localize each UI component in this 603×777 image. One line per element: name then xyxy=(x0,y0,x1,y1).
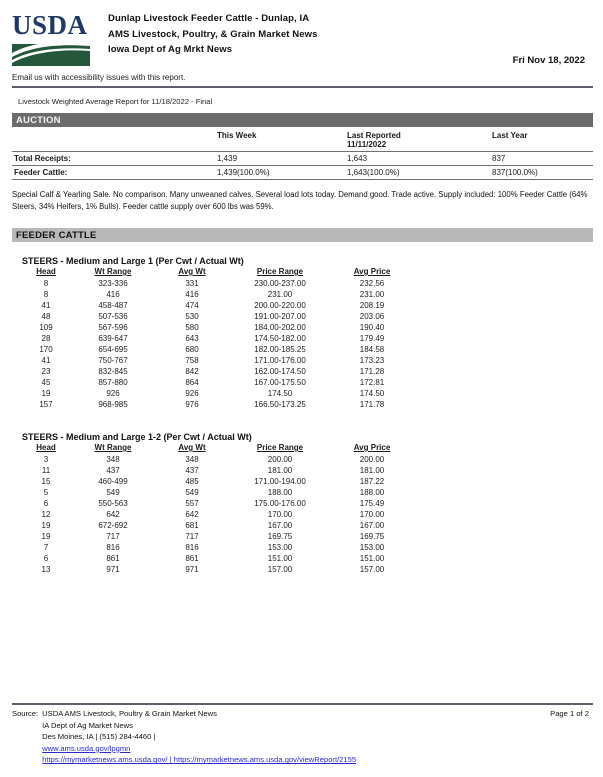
col-price-range: Price Range xyxy=(256,267,304,276)
footer-divider xyxy=(12,703,593,705)
cell-price-range: 153.00 xyxy=(267,543,293,552)
steers-ml1-table xyxy=(22,267,412,410)
steers-ml12-body xyxy=(22,454,412,575)
table-row xyxy=(22,498,412,509)
cell-price-range: 230.00-237.00 xyxy=(254,279,306,288)
steers-ml1-body xyxy=(22,278,412,410)
cell-wt-range: 550-563 xyxy=(98,499,128,508)
cell-wt-range: 642 xyxy=(106,510,120,519)
report-title-line-1: Dunlap Livestock Feeder Cattle - Dunlap, IA xyxy=(108,13,310,24)
cell-price-range: 167.00 xyxy=(267,521,293,530)
cell-avg-price: 174.50 xyxy=(359,389,385,398)
cell-head: 5 xyxy=(43,488,49,497)
auction-table xyxy=(12,127,593,180)
table-row xyxy=(22,564,412,575)
accessibility-notice[interactable]: Email us with accessibility issues with this report. xyxy=(12,73,186,82)
cell-head: 8 xyxy=(43,290,49,299)
table-row xyxy=(22,399,412,410)
cell-wt-range: 437 xyxy=(106,466,120,475)
table-row xyxy=(22,344,412,355)
table-row xyxy=(22,278,412,289)
report-title-line-2: AMS Livestock, Poultry, & Grain Market News xyxy=(108,28,318,40)
col-avg-price: Avg Price xyxy=(353,443,391,452)
cell-price-range: 200.00 xyxy=(267,455,293,464)
auction-col-this-week: This Week xyxy=(217,131,257,140)
table-row xyxy=(22,520,412,531)
auction-row-0-this-week: 1,439 xyxy=(217,152,347,166)
table-row xyxy=(22,322,412,333)
footer-link-mymarketnews[interactable]: https://mymarketnews.ams.usda.gov/ xyxy=(42,755,168,765)
steers-ml12-table xyxy=(22,443,412,575)
auction-col-last-reported xyxy=(347,127,492,152)
auction-row-1-last-reported: 1,643(100.0%) xyxy=(347,166,492,180)
footer-line-1: USDA AMS Livestock, Poultry & Grain Market News xyxy=(42,709,217,718)
table-row xyxy=(22,333,412,344)
cell-avg-price: 169.75 xyxy=(359,532,385,541)
cell-head: 15 xyxy=(41,477,51,486)
cell-price-range: 162.00-174.50 xyxy=(254,367,306,376)
cell-head: 6 xyxy=(43,499,49,508)
cell-avg-wt: 816 xyxy=(185,543,199,552)
auction-row-1-label: Feeder Cattle: xyxy=(12,166,217,180)
masthead xyxy=(0,0,603,70)
cell-head: 23 xyxy=(41,367,51,376)
footer-source-block xyxy=(12,708,356,766)
cell-head: 6 xyxy=(43,554,49,563)
footer xyxy=(12,708,593,766)
cell-price-range: 171.00-194.00 xyxy=(254,477,306,486)
cell-wt-range: 926 xyxy=(106,389,120,398)
cell-wt-range: 861 xyxy=(106,554,120,563)
cell-wt-range: 639-647 xyxy=(98,334,128,343)
cell-head: 3 xyxy=(43,455,49,464)
cell-wt-range: 971 xyxy=(106,565,120,574)
table-row xyxy=(22,487,412,498)
col-head: Head xyxy=(36,267,56,276)
cell-head: 19 xyxy=(41,532,51,541)
footer-line-2: IA Dept of Ag Market News xyxy=(42,720,133,730)
cell-avg-wt: 680 xyxy=(185,345,199,354)
cell-wt-range: 416 xyxy=(106,290,120,299)
cell-avg-wt: 580 xyxy=(185,323,199,332)
cell-avg-wt: 681 xyxy=(185,521,199,530)
cell-avg-wt: 976 xyxy=(185,400,199,409)
cell-wt-range: 654-695 xyxy=(98,345,128,354)
table-row xyxy=(22,465,412,476)
footer-link-viewreport[interactable]: https://mymarketnews.ams.usda.gov/viewReport/2155 xyxy=(173,755,357,765)
table-row xyxy=(22,366,412,377)
auction-col-last-year: Last Year xyxy=(492,131,528,140)
cell-avg-price: 231.00 xyxy=(359,290,385,299)
table-row xyxy=(22,388,412,399)
report-subheading: Livestock Weighted Average Report for 11/18/2022 - Final xyxy=(18,97,213,106)
cell-price-range: 200.00-220.00 xyxy=(254,301,306,310)
table-row xyxy=(22,542,412,553)
cell-avg-price: 157.00 xyxy=(359,565,385,574)
col-wt-range: Wt Range xyxy=(94,267,132,276)
footer-line-3: Des Moines, IA | (515) 284-4460 | xyxy=(42,732,156,742)
cell-avg-wt: 485 xyxy=(185,477,199,486)
cell-avg-price: 179.49 xyxy=(359,334,385,343)
cell-avg-price: 200.00 xyxy=(359,455,385,464)
table-row xyxy=(22,553,412,564)
cell-wt-range: 857-880 xyxy=(98,378,128,387)
cell-avg-price: 208.19 xyxy=(359,301,385,310)
cell-price-range: 157.00 xyxy=(267,565,293,574)
cell-wt-range: 549 xyxy=(106,488,120,497)
cell-avg-price: 181.00 xyxy=(359,466,385,475)
table-row xyxy=(22,454,412,465)
cell-price-range: 170.00 xyxy=(267,510,293,519)
usda-logo xyxy=(12,8,90,66)
cell-wt-range: 458-487 xyxy=(98,301,128,310)
auction-row-1-this-week: 1,439(100.0%) xyxy=(217,166,347,180)
cell-avg-price: 187.22 xyxy=(359,477,385,486)
col-avg-wt: Avg Wt xyxy=(178,443,206,452)
steers-ml12-title: STEERS - Medium and Large 1-2 (Per Cwt / Actual Wt) xyxy=(22,432,252,442)
cell-price-range: 151.00 xyxy=(267,554,293,563)
cell-avg-wt: 758 xyxy=(185,356,199,365)
report-titles xyxy=(108,8,513,58)
cell-head: 8 xyxy=(43,279,49,288)
cell-avg-price: 172.81 xyxy=(359,378,385,387)
cell-wt-range: 672-692 xyxy=(98,521,128,530)
cell-avg-price: 190.40 xyxy=(359,323,385,332)
table-header-row xyxy=(22,267,412,278)
cell-avg-price: 188.00 xyxy=(359,488,385,497)
cell-head: 13 xyxy=(41,565,51,574)
report-title-line-3: Iowa Dept of Ag Mrkt News xyxy=(108,44,233,55)
auction-row-0-last-reported: 1,643 xyxy=(347,152,492,166)
cell-price-range: 167.00-175.50 xyxy=(254,378,306,387)
cell-wt-range: 968-985 xyxy=(98,400,128,409)
cell-avg-price: 153.00 xyxy=(359,543,385,552)
cell-head: 7 xyxy=(43,543,49,552)
cell-wt-range: 460-499 xyxy=(98,477,128,486)
cell-wt-range: 717 xyxy=(106,532,120,541)
cell-avg-price: 175.49 xyxy=(359,499,385,508)
cell-avg-wt: 842 xyxy=(185,367,199,376)
table-row xyxy=(22,289,412,300)
col-avg-wt: Avg Wt xyxy=(178,267,206,276)
cell-price-range: 166.50-173.25 xyxy=(254,400,306,409)
cell-head: 41 xyxy=(41,301,51,310)
cell-head: 45 xyxy=(41,378,51,387)
cell-price-range: 191.00-207.00 xyxy=(254,312,306,321)
cell-avg-wt: 416 xyxy=(185,290,199,299)
footer-source-lines xyxy=(42,708,356,766)
cell-wt-range: 832-845 xyxy=(98,367,128,376)
table-row xyxy=(22,509,412,520)
cell-price-range: 184.00-202.00 xyxy=(254,323,306,332)
table-row xyxy=(22,377,412,388)
table-header-row xyxy=(22,443,412,454)
cell-wt-range: 323-336 xyxy=(98,279,128,288)
usda-logo-icon xyxy=(12,8,90,66)
auction-row-0-last-year: 837 xyxy=(492,152,593,166)
col-avg-price: Avg Price xyxy=(353,267,391,276)
cell-price-range: 182.00-185.25 xyxy=(254,345,306,354)
cell-avg-wt: 437 xyxy=(185,466,199,475)
page-number: Page 1 of 2 xyxy=(550,709,589,718)
market-narrative: Special Calf & Yearling Sale. No comparison. Many unweaned calves. Several load lots today. Demand good. Trade active. Supply included: 100% Feeder Cattle (64% Steers, 34% Heifers, 1% Bulls). Feeder cattle supply over 600 lbs was 59%. xyxy=(12,190,588,211)
cell-avg-wt: 331 xyxy=(185,279,199,288)
section-header-feeder-cattle: FEEDER CATTLE xyxy=(12,228,593,242)
cell-avg-wt: 642 xyxy=(185,510,199,519)
cell-avg-price: 232.56 xyxy=(359,279,385,288)
cell-avg-wt: 864 xyxy=(185,378,199,387)
cell-price-range: 175.00-176.00 xyxy=(254,499,306,508)
cell-avg-price: 184.58 xyxy=(359,345,385,354)
cell-avg-price: 151.00 xyxy=(359,554,385,563)
col-wt-range: Wt Range xyxy=(94,443,132,452)
auction-column-header-row xyxy=(12,127,593,152)
cell-avg-wt: 549 xyxy=(185,488,199,497)
cell-avg-wt: 348 xyxy=(185,455,199,464)
cell-head: 12 xyxy=(41,510,51,519)
cell-avg-wt: 861 xyxy=(185,554,199,563)
cell-wt-range: 567-596 xyxy=(98,323,128,332)
auction-col-last-reported-label: Last Reported xyxy=(347,131,401,140)
col-price-range: Price Range xyxy=(256,443,304,452)
report-date: Fri Nov 18, 2022 xyxy=(512,55,585,66)
table-row xyxy=(22,531,412,542)
cell-avg-wt: 971 xyxy=(185,565,199,574)
cell-head: 170 xyxy=(39,345,53,354)
cell-avg-price: 171.28 xyxy=(359,367,385,376)
cell-wt-range: 750-767 xyxy=(98,356,128,365)
col-head: Head xyxy=(36,443,56,452)
cell-avg-price: 167.00 xyxy=(359,521,385,530)
cell-price-range: 231.00 xyxy=(267,290,293,299)
cell-avg-price: 171.78 xyxy=(359,400,385,409)
cell-avg-wt: 557 xyxy=(185,499,199,508)
auction-col-last-reported-date: 11/11/2022 xyxy=(347,140,387,149)
cell-price-range: 174.50 xyxy=(267,389,293,398)
table-row xyxy=(22,300,412,311)
auction-row-1-last-year: 837(100.0%) xyxy=(492,166,593,180)
steers-ml12-block xyxy=(12,432,593,575)
cell-head: 157 xyxy=(39,400,53,409)
svg-text:USDA: USDA xyxy=(12,10,88,40)
steers-ml1-title: STEERS - Medium and Large 1 (Per Cwt / Actual Wt) xyxy=(22,256,244,266)
cell-wt-range: 816 xyxy=(106,543,120,552)
cell-avg-price: 170.00 xyxy=(359,510,385,519)
cell-price-range: 169.75 xyxy=(267,532,293,541)
footer-link-lpgmn[interactable]: www.ams.usda.gov/lpgmn xyxy=(42,743,131,753)
cell-head: 41 xyxy=(41,356,51,365)
cell-avg-price: 203.06 xyxy=(359,312,385,321)
cell-head: 19 xyxy=(41,521,51,530)
section-header-auction: AUCTION xyxy=(12,113,593,127)
cell-head: 19 xyxy=(41,389,51,398)
cell-avg-wt: 530 xyxy=(185,312,199,321)
auction-row-0-label: Total Receipts: xyxy=(12,152,217,166)
steers-ml1-block xyxy=(12,256,593,410)
cell-price-range: 181.00 xyxy=(267,466,293,475)
cell-wt-range: 348 xyxy=(106,455,120,464)
cell-price-range: 171.00-176.00 xyxy=(254,356,306,365)
cell-head: 11 xyxy=(41,466,51,475)
cell-price-range: 174.50-182.00 xyxy=(254,334,306,343)
cell-avg-wt: 717 xyxy=(185,532,199,541)
footer-link-separator: | xyxy=(167,755,174,765)
cell-avg-wt: 474 xyxy=(185,301,199,310)
cell-avg-wt: 643 xyxy=(185,334,199,343)
cell-price-range: 188.00 xyxy=(267,488,293,497)
cell-head: 109 xyxy=(39,323,53,332)
cell-head: 48 xyxy=(41,312,51,321)
table-row xyxy=(22,355,412,366)
table-row xyxy=(22,476,412,487)
auction-col-blank xyxy=(12,127,217,152)
table-row xyxy=(22,311,412,322)
footer-source-label: Source: xyxy=(12,709,39,718)
cell-head: 28 xyxy=(41,334,51,343)
cell-wt-range: 507-536 xyxy=(98,312,128,321)
cell-avg-price: 173.23 xyxy=(359,356,385,365)
table-row xyxy=(12,166,593,180)
cell-avg-wt: 926 xyxy=(185,389,199,398)
table-row xyxy=(12,152,593,166)
